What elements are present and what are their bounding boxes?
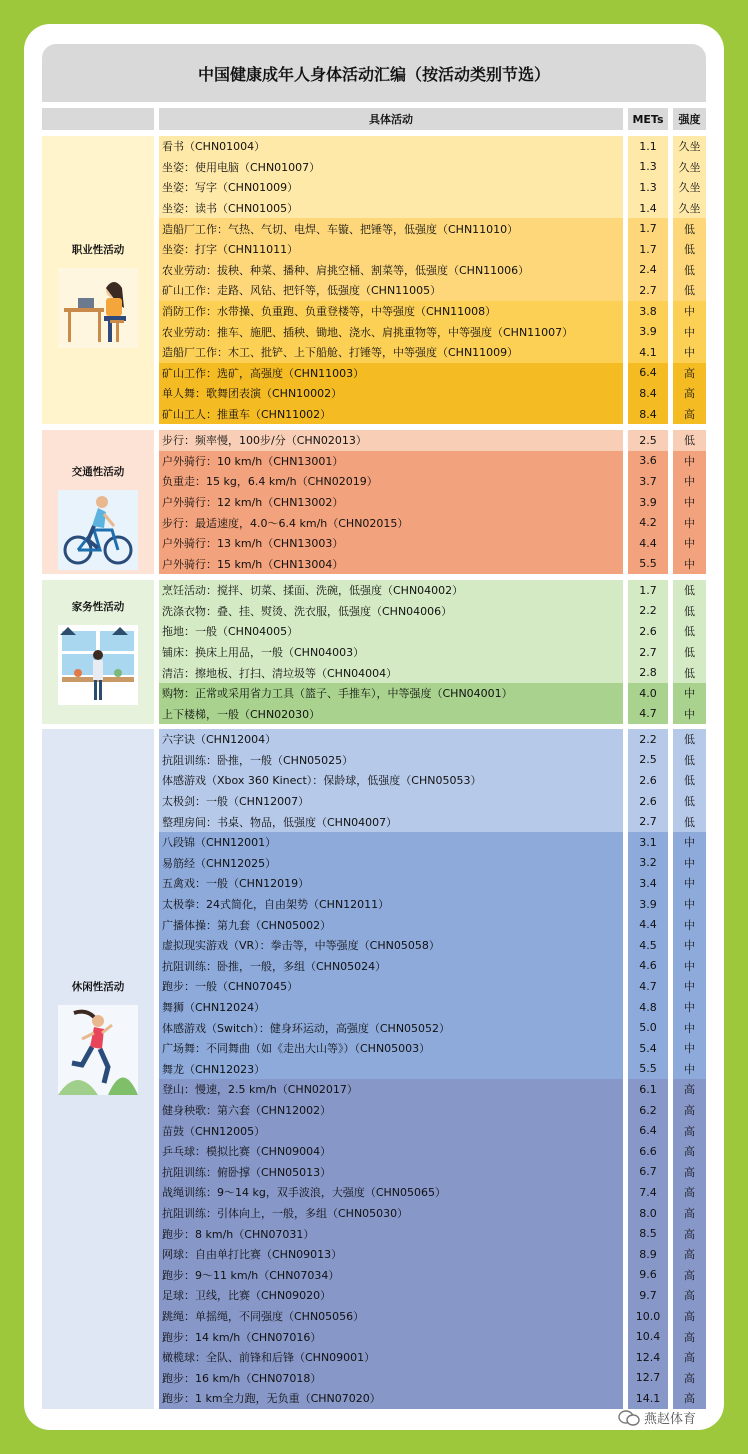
- intensity-cell: 高: [684, 1207, 695, 1221]
- mets-cell: 3.6: [639, 454, 657, 468]
- activity-cell: 看书（CHN01004）: [162, 140, 266, 154]
- intensity-cell: 低: [684, 733, 695, 747]
- activity-cell: 步行：频率慢，100步/分（CHN02013）: [162, 434, 367, 448]
- activity-cell: 造船厂工作：木工、批铲、上下船舱、打锤等，中等强度（CHN11009）: [162, 346, 519, 360]
- activity-cell: 抗阻训练：卧推，一般（CHN05025）: [162, 753, 354, 767]
- mets-cell: 4.6: [639, 959, 657, 973]
- activity-cell: 网球：自由单打比赛（CHN09013）: [162, 1248, 343, 1262]
- activity-cell: 太极拳：24式简化，自由架势（CHN12011）: [162, 898, 390, 912]
- intensity-cell: 中: [684, 325, 695, 339]
- intensity-cell: 高: [684, 1289, 695, 1303]
- activity-cell: 舞龙（CHN12023）: [162, 1062, 266, 1076]
- intensity-cell: 中: [684, 939, 695, 953]
- mets-cell: 1.3: [639, 180, 657, 194]
- mets-cell: 2.6: [639, 624, 657, 638]
- mets-cell: 6.1: [639, 1082, 657, 1096]
- activity-cell: 矿山工作：走路、风钻、把钎等，低强度（CHN11005）: [162, 284, 442, 298]
- activity-cell: 铺床：换床上用品，一般（CHN04003）: [162, 646, 365, 660]
- intensity-cell: 中: [684, 980, 695, 994]
- mets-cell: 4.7: [639, 707, 657, 721]
- mets-cell: 2.6: [639, 794, 657, 808]
- activity-cell: 六字诀（CHN12004）: [162, 733, 277, 747]
- intensity-cell: 中: [684, 856, 695, 870]
- mets-cell: 1.3: [639, 160, 657, 174]
- intensity-cell: 中: [684, 516, 695, 530]
- intensity-cell: 中: [684, 537, 695, 551]
- intensity-cell: 低: [684, 815, 695, 829]
- mets-cell: 5.5: [639, 557, 657, 571]
- wechat-icon: [618, 1410, 640, 1426]
- activity-cell: 坐姿：打字（CHN11011）: [162, 243, 299, 257]
- activity-cell: 体感游戏（Xbox 360 Kinect）：保龄球，低强度（CHN05053）: [162, 774, 482, 788]
- cyclist-illustration: [58, 490, 138, 570]
- intensity-cell: 中: [684, 1001, 695, 1015]
- mets-cell: 6.4: [639, 1124, 657, 1138]
- activity-cell: 户外骑行：10 km/h（CHN13001）: [162, 454, 344, 468]
- activity-cell: 上下楼梯，一般（CHN02030）: [162, 707, 321, 721]
- mets-cell: 3.7: [639, 474, 657, 488]
- mets-cell: 5.0: [639, 1021, 657, 1035]
- activity-cell: 洗涤衣物：叠、挂、熨烫、洗衣服，低强度（CHN04006）: [162, 604, 453, 618]
- watermark: [618, 1408, 696, 1427]
- mets-cell: 1.7: [639, 242, 657, 256]
- mets-cell: 2.2: [639, 604, 657, 618]
- activity-cell: 战绳训练：9～14 kg，双手波浪，大强度（CHN05065）: [162, 1186, 447, 1200]
- office-worker-illustration: [58, 268, 138, 348]
- activity-cell: 跑步：8 km/h（CHN07031）: [162, 1227, 315, 1241]
- mets-cell: 8.4: [639, 407, 657, 421]
- intensity-cell: 高: [684, 1330, 695, 1344]
- header-mets: METs: [628, 108, 668, 130]
- activity-cell: 农业劳动：推车、施肥、插秧、锄地、浇水、肩挑重物等，中等强度（CHN11007）: [162, 325, 574, 339]
- activity-cell: 清洁：擦地板、打扫、清垃圾等（CHN04004）: [162, 666, 398, 680]
- activity-cell: 八段锦（CHN12001）: [162, 836, 277, 850]
- mets-cell: 2.8: [639, 666, 657, 680]
- watermark-text: 燕赵体育: [644, 1412, 697, 1427]
- mets-cell: 4.5: [639, 938, 657, 952]
- mets-cell: 2.7: [639, 815, 657, 829]
- activity-cell: 步行：最适速度，4.0～6.4 km/h（CHN02015）: [162, 516, 409, 530]
- intensity-cell: 高: [684, 1248, 695, 1262]
- activity-cell: 跑步：14 km/h（CHN07016）: [162, 1330, 322, 1344]
- intensity-cell: 低: [684, 753, 695, 767]
- intensity-cell: 低: [684, 584, 695, 598]
- mets-cell: 6.2: [639, 1103, 657, 1117]
- activity-cell: 烹饪活动：搅拌、切菜、揉面、洗碗，低强度（CHN04002）: [162, 584, 464, 598]
- activity-cell: 抗阻训练：俯卧撑（CHN05013）: [162, 1165, 332, 1179]
- intensity-cell: 低: [684, 222, 695, 236]
- intensity-cell: 中: [684, 687, 695, 701]
- intensity-cell: 中: [684, 475, 695, 489]
- intensity-cell: 低: [684, 434, 695, 448]
- header-activity: 具体活动: [159, 108, 623, 130]
- intensity-cell: 中: [684, 305, 695, 319]
- mets-cell: 4.7: [639, 979, 657, 993]
- activity-cell: 广播体操：第九套（CHN05002）: [162, 918, 332, 932]
- mets-cell: 2.5: [639, 433, 657, 447]
- intensity-cell: 高: [684, 1186, 695, 1200]
- intensity-cell: 中: [684, 836, 695, 850]
- mets-cell: 6.4: [639, 366, 657, 380]
- activity-cell: 苗鼓（CHN12005）: [162, 1124, 266, 1138]
- activity-cell: 舞狮（CHN12024）: [162, 1001, 266, 1015]
- activity-cell: 体感游戏（Switch）：健身环运动，高强度（CHN05052）: [162, 1021, 451, 1035]
- mets-cell: 3.1: [639, 835, 657, 849]
- activity-cell: 矿山工作：选矿，高强度（CHN11003）: [162, 366, 365, 380]
- activity-cell: 矿山工人：推重车（CHN11002）: [162, 408, 332, 422]
- intensity-cell: 中: [684, 918, 695, 932]
- intensity-cell: 中: [684, 1021, 695, 1035]
- activity-cell: 农业劳动：拔秧、种菜、播种、肩挑空桶、割菜等，低强度（CHN11006）: [162, 263, 530, 277]
- intensity-cell: 低: [684, 646, 695, 660]
- header-category: [42, 108, 154, 130]
- category-label: 职业性活动: [71, 244, 125, 256]
- mets-cell: 4.4: [639, 918, 657, 932]
- mets-cell: 4.2: [639, 516, 657, 530]
- mets-cell: 4.0: [639, 686, 657, 700]
- intensity-cell: 高: [684, 1104, 695, 1118]
- activity-cell: 坐姿：使用电脑（CHN01007）: [162, 160, 321, 174]
- intensity-cell: 低: [684, 795, 695, 809]
- category-label: 交通性活动: [71, 466, 125, 478]
- intensity-cell: 高: [684, 1268, 695, 1282]
- intensity-cell: 中: [684, 557, 695, 571]
- activity-cell: 太极剑：一般（CHN12007）: [162, 795, 310, 809]
- intensity-cell: 久坐: [678, 202, 701, 216]
- activity-cell: 户外骑行：13 km/h（CHN13003）: [162, 537, 344, 551]
- mets-cell: 6.6: [639, 1144, 657, 1158]
- mets-cell: 3.2: [639, 856, 657, 870]
- intensity-cell: 中: [684, 346, 695, 360]
- mets-cell: 14.1: [635, 1391, 661, 1405]
- mets-cell: 4.1: [639, 345, 657, 359]
- intensity-cell: 中: [684, 454, 695, 468]
- mets-cell: 1.7: [639, 222, 657, 236]
- intensity-cell: 高: [684, 1227, 695, 1241]
- intensity-cell: 中: [684, 898, 695, 912]
- activity-cell: 登山：慢速，2.5 km/h（CHN02017）: [162, 1083, 358, 1097]
- intensity-cell: 高: [684, 1124, 695, 1138]
- activity-cell: 户外骑行：12 km/h（CHN13002）: [162, 496, 344, 510]
- intensity-cell: 低: [684, 604, 695, 618]
- intensity-cell: 低: [684, 263, 695, 277]
- mets-cell: 9.6: [639, 1268, 657, 1282]
- activity-cell: 坐姿：读书（CHN01005）: [162, 202, 299, 216]
- mets-cell: 1.7: [639, 583, 657, 597]
- page-title: 中国健康成年人身体活动汇编（按活动类别节选）: [42, 44, 706, 102]
- activity-cell: 橄榄球：全队、前锋和后锋（CHN09001）: [162, 1351, 376, 1365]
- activity-cell: 跑步：9～11 km/h（CHN07034）: [162, 1268, 340, 1282]
- intensity-cell: 低: [684, 625, 695, 639]
- activity-cell: 造船厂工作：气热、气切、电焊、车镟、把锤等，低强度（CHN11010）: [162, 222, 519, 236]
- intensity-cell: 低: [684, 284, 695, 298]
- header-intensity: 强度: [673, 108, 706, 130]
- activity-cell: 单人舞：歌舞团表演（CHN10002）: [162, 387, 343, 401]
- mets-cell: 1.4: [639, 201, 657, 215]
- intensity-cell: 低: [684, 774, 695, 788]
- mets-cell: 7.4: [639, 1185, 657, 1199]
- activity-cell: 跑步：一般（CHN07045）: [162, 980, 299, 994]
- mets-cell: 3.8: [639, 304, 657, 318]
- intensity-cell: 中: [684, 959, 695, 973]
- mets-cell: 3.9: [639, 325, 657, 339]
- intensity-cell: 久坐: [678, 181, 701, 195]
- activity-cell: 户外骑行：15 km/h（CHN13004）: [162, 557, 344, 571]
- activity-cell: 消防工作：水带操、负重跑、负重登楼等，中等强度（CHN11008）: [162, 305, 497, 319]
- intensity-cell: 中: [684, 877, 695, 891]
- intensity-cell: 中: [684, 1042, 695, 1056]
- mets-cell: 2.7: [639, 645, 657, 659]
- mets-cell: 4.4: [639, 536, 657, 550]
- activity-cell: 跳绳：单摇绳，不同强度（CHN05056）: [162, 1310, 365, 1324]
- activity-cell: 跑步：16 km/h（CHN07018）: [162, 1371, 322, 1385]
- activity-cell: 购物：正常或采用省力工具（篮子、手推车），中等强度（CHN04001）: [162, 687, 513, 701]
- intensity-cell: 高: [684, 1145, 695, 1159]
- mets-cell: 2.6: [639, 773, 657, 787]
- mets-cell: 12.4: [635, 1350, 661, 1364]
- mets-cell: 8.0: [639, 1206, 657, 1220]
- category-label: 家务性活动: [71, 601, 125, 613]
- activity-cell: 拖地：一般（CHN04005）: [162, 625, 299, 639]
- mets-cell: 5.5: [639, 1062, 657, 1076]
- mets-cell: 5.4: [639, 1041, 657, 1055]
- mets-cell: 1.1: [639, 139, 657, 153]
- intensity-cell: 高: [684, 408, 695, 422]
- intensity-cell: 高: [684, 387, 695, 401]
- activity-cell: 易筋经（CHN12025）: [162, 856, 277, 870]
- activity-cell: 虚拟现实游戏（VR）：拳击等，中等强度（CHN05058）: [162, 939, 440, 953]
- category-label: 休闲性活动: [71, 981, 125, 993]
- intensity-cell: 高: [684, 1392, 695, 1406]
- mets-cell: 3.4: [639, 876, 657, 890]
- activity-cell: 五禽戏：一般（CHN12019）: [162, 877, 310, 891]
- mets-cell: 8.9: [639, 1247, 657, 1261]
- mets-cell: 10.0: [635, 1309, 661, 1323]
- activity-cell: 抗阻训练：卧推，一般，多组（CHN05024）: [162, 959, 387, 973]
- intensity-cell: 中: [684, 496, 695, 510]
- household-chores-illustration: [58, 625, 138, 705]
- mets-cell: 2.4: [639, 263, 657, 277]
- intensity-cell: 低: [684, 243, 695, 257]
- intensity-cell: 高: [684, 366, 695, 380]
- intensity-cell: 低: [684, 666, 695, 680]
- intensity-cell: 高: [684, 1083, 695, 1097]
- intensity-cell: 高: [684, 1310, 695, 1324]
- activity-cell: 负重走：15 kg，6.4 km/h（CHN02019）: [162, 475, 378, 489]
- intensity-cell: 久坐: [678, 160, 701, 174]
- mets-cell: 2.7: [639, 283, 657, 297]
- activity-cell: 跑步：1 km全力跑，无负重（CHN07020）: [162, 1392, 381, 1406]
- activity-cell: 坐姿：写字（CHN01009）: [162, 181, 299, 195]
- activity-cell: 抗阻训练：引体向上，一般，多组（CHN05030）: [162, 1207, 409, 1221]
- activity-cell: 足球：卫线，比赛（CHN09020）: [162, 1289, 332, 1303]
- intensity-cell: 中: [684, 707, 695, 721]
- intensity-cell: 中: [684, 1062, 695, 1076]
- mets-cell: 6.7: [639, 1165, 657, 1179]
- activity-cell: 健身秧歌：第六套（CHN12002）: [162, 1104, 332, 1118]
- mets-cell: 3.9: [639, 495, 657, 509]
- mets-cell: 2.5: [639, 753, 657, 767]
- mets-cell: 12.7: [635, 1371, 661, 1385]
- activity-cell: 整理房间：书桌、物品，低强度（CHN04007）: [162, 815, 398, 829]
- intensity-cell: 高: [684, 1371, 695, 1385]
- activity-cell: 广场舞：不同舞曲（如《走出大山等》）（CHN05003）: [162, 1042, 431, 1056]
- intensity-cell: 久坐: [678, 140, 701, 154]
- runner-illustration: [58, 1005, 138, 1095]
- intensity-cell: 高: [684, 1351, 695, 1365]
- mets-cell: 10.4: [635, 1330, 661, 1344]
- intensity-cell: 高: [684, 1165, 695, 1179]
- mets-cell: 8.4: [639, 386, 657, 400]
- mets-cell: 8.5: [639, 1227, 657, 1241]
- mets-cell: 4.8: [639, 1000, 657, 1014]
- mets-cell: 2.2: [639, 732, 657, 746]
- activity-cell: 乒乓球：模拟比赛（CHN09004）: [162, 1145, 332, 1159]
- mets-cell: 3.9: [639, 897, 657, 911]
- mets-cell: 9.7: [639, 1288, 657, 1302]
